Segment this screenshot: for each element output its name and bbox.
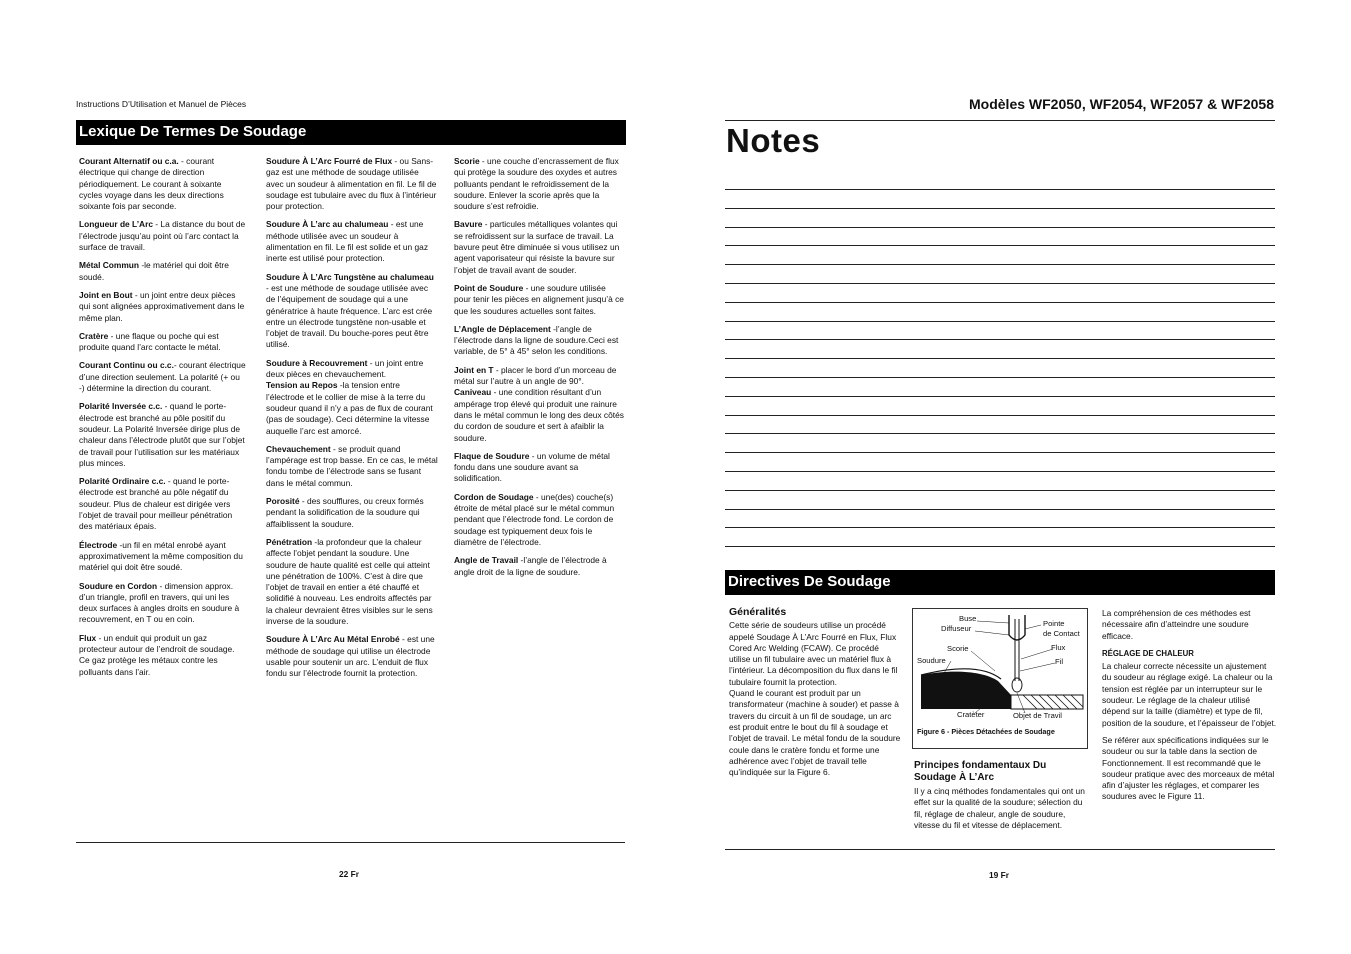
glossary-definition: - ou Sans-gaz est une méthode de soudage utilisée avec un soudeur à alimentation en fil. Le fil de soudage est tubulaire avec du flux à l’intérieur pour protection. [266,156,437,212]
models-header: Modèles WF2050, WF2054, WF2057 & WF2058 [969,96,1274,112]
glossary-term: Flux [79,632,97,643]
reglage-paragraph-2: Se référer aux spécifications indiquées sur le soudeur ou sur la table dans la section de Fonctionnement. Il est recommandé que le soudeur pratique avec des morceaux de métal afin d’ajuster les réglages, et comparer les soudures avec le Figure 11. [1102,734,1275,802]
glossary-entry [454,451,624,485]
generalites-column [729,607,901,778]
glossary-term: Flaque de Soudure [454,450,530,461]
label-soudure: Soudure [917,656,946,665]
reglage-column [1102,608,1277,809]
glossary-column-3 [454,156,624,585]
glossary-title: Lexique De Termes De Soudage [79,123,307,140]
label-diffuseur: Diffuseur [941,624,972,633]
notes-title: Notes [726,122,821,159]
notes-line [725,509,1275,510]
glossary-term: Soudure À L’Arc Fourré de Flux [266,156,393,166]
glossary-definition: - se produit quand l’ampérage est trop basse. En ce cas, le métal fondu tombe de l’électrode sans se fusant dans le métal commun. [266,443,438,488]
glossary-definition: - placer le bord d’un morceau de métal sur l’autre à un angle de 90°. [454,364,617,387]
label-scorie: Scorie [947,644,969,653]
glossary-definition: - une flaque ou poche qui est produite quand l’arc contacte le métal. [79,330,221,353]
glossary-definition: - un joint entre deux pièces en chevauchement. [266,357,424,380]
glossary-term: Courant Alternatif ou c.a. [79,156,179,166]
glossary-entry [79,331,247,354]
glossary-definition: -l’angle de l’électrode dans la ligne de soudure.Ceci est variable, de 5° à 45° selon les conditions. [454,323,619,357]
principes-text: Il y a cinq méthodes fondamentales qui ont un effet sur la qualité de la soudure; sélection du fil, réglage de chaleur, angle de soudure, vitesse du fil et vitesse de déplacement. [914,786,1085,830]
notes-line [725,433,1275,434]
label-fil: Fil [1055,657,1064,666]
glossary-entry [454,283,624,317]
glossary-definition: - un volume de métal fondu dans une soudure avant sa solidification. [454,450,610,484]
principes-heading: Principes fondamentaux Du Soudage À L’Arc [914,760,1047,783]
glossary-definition: - quand le porte-électrode est branché au pôle négatif du soudeur. Plus de chaleur est dirigée vers l’objet de travail pour meilleur pénétration des matériaux épais. [79,476,233,532]
notes-line [725,227,1275,228]
glossary-definition: - une condition résultant d’un ampérage trop élevé qui produit une rainure dans le métal commun le long des deux côtés du cordon de soudure et sert à afaiblir la soudure. [454,387,624,443]
glossary-entry [79,156,247,212]
reglage-paragraph-1: La chaleur correcte nécessite un ajustement du soudeur au réglage exigé. La chaleur ou la tension est réglée par un interrupteur sur le soudeur. Le réglage de la chaleur utilisé dépend sur la taille (diamètre) et type de fil, position de la soudure, et l’épaisseur de l’objet. [1102,661,1277,728]
glossary-entry [266,219,438,264]
figure-6 [912,608,1088,749]
right-page-number: 19 Fr [989,870,1010,880]
glossary-term: Soudure À L’arc au chalumeau [266,219,389,230]
glossary-term: Métal Commun [79,260,140,271]
glossary-definition: - un enduit qui produit un gaz protecteur autour de l’endroit de soudage. Ce gaz protège les métaux contre les polluants dans l’air. [79,632,235,677]
notes-line [725,264,1275,265]
glossary-term: Soudure À L’Arc Au Métal Enrobé [266,634,400,645]
notes-line [725,189,1275,190]
notes-line [725,546,1275,547]
glossary-column-2 [266,156,438,686]
principes-block [914,760,1090,831]
notes-line [725,377,1275,378]
glossary-term: Cordon de Soudage [454,491,534,502]
left-page-number: 22 Fr [339,869,360,879]
notes-line [725,302,1275,303]
glossary-term: Cratère [79,330,109,341]
glossary-entry [454,324,624,358]
notes-line [725,452,1275,453]
glossary-entry [79,219,247,253]
glossary-entry [79,581,247,626]
generalites-paragraph-2: Quand le courant est produit par un transformateur (machine à souder) et passe à travers du circuit à un fil de soudage, un arc est produit entre le bout du fil à soudage et l’objet de travail. Le métal fondu de la soudure coule dans le cratère fondu et forme une adhérence avec l’objet de travail telle qu’indiquée sur la Figure 6. [729,688,901,778]
glossary-entry [266,272,438,351]
glossary-entry [79,540,247,574]
glossary-entry [79,360,247,394]
glossary-term: Point de Soudure [454,282,524,293]
notes-line [725,321,1275,322]
label-cratere: Cratèter [957,710,985,719]
comprehension-text: La compréhension de ces méthodes est nécessaire afin d’atteindre une soudure efficace. [1102,608,1251,641]
glossary-definition: - une(des) couche(s) étroite de métal placé sur le métal commun pendant que l’électrode fond. Le cordon de soudage est typiquement deux fois le diamètre de l’électrode. [454,491,615,547]
notes-line [725,358,1275,359]
glossary-term: Scorie [454,156,480,166]
generalites-paragraph-1: Cette série de soudeurs utilise un procédé appelé Soudage À L’Arc Fourré en Flux, Flux Cored Arc Welding (FCAW). Ce procédé utilise un fil tubulaire avec un matériel flux à l’intérieur. La décomposition du flux dans le fil tubulaire fournit la protection. [729,620,898,687]
glossary-definition: - des soufflures, ou creux formés pendant la solidification de la soudure qui affaiblissent la soudure. [266,496,424,529]
right-footer-rule [725,849,1275,850]
glossary-term: Joint en Bout [79,289,133,300]
glossary-entry [266,444,438,489]
glossary-entry [454,219,624,275]
glossary-entry [454,492,624,548]
notes-line [725,471,1275,472]
left-footer-rule [76,842,625,843]
label-de-contact: de Contact [1043,629,1080,638]
glossary-definition: -la tension entre l’électrode et le collier de mise à la terre du soudeur quand il n’y a pas de flux de courant (pas de soudage). Ceci détermine la vitesse auquelle l’arc est amorcé. [266,380,433,436]
glossary-entry [79,476,247,532]
glossary-definition: - est une méthode de soudage qui utilise un électrode usable pour soutenir un arc. L’enduit de flux fondu sur l’électrode fournit la protection. [266,634,435,679]
left-page-header: Instructions D’Utilisation et Manuel de Pièces [76,99,247,109]
glossary-definition: -le matériel qui doit être soudé. [79,260,229,282]
label-flux: Flux [1051,643,1066,652]
glossary-term: Chevauchement [266,443,331,454]
glossary-term: Tension au Repos [266,380,338,391]
figure-6-caption: Figure 6 - Pièces Détachées de Soudage [917,727,1055,736]
glossary-entry [79,260,247,283]
directives-title: Directives De Soudage [728,573,891,590]
label-pointe: Pointe [1043,619,1065,628]
glossary-definition: - dimension approx. d’un triangle, profil en travers, qui uni les deux surfaces à angles droits en soudure à recouvrement, en T ou en coin. [79,580,240,625]
glossary-term: Électrode [79,539,118,550]
glossary-definition: - La distance du bout de l’électrode jusqu’au point où l’arc contact la surface de travail. [79,219,246,253]
glossary-term: Joint en T [454,364,494,375]
glossary-term: Pénétration [266,536,313,547]
glossary-term: Angle de Travail [454,555,519,566]
glossary-definition: - un joint entre deux pièces qui sont alignées approximativement dans le même plan. [79,289,245,323]
notes-line [725,245,1275,246]
label-objet: Objet de Travil [1013,711,1062,720]
glossary-term: Polarité Inversée c.c. [79,401,163,412]
glossary-entry [454,156,624,212]
glossary-definition: -l’angle de l’électrode à angle droit de la ligne de soudure. [454,555,607,577]
glossary-definition: - quand le porte-électrode est branché au pôle positif du soudeur. La Polarité Inversée dirige plus de chaleur dans l’électrode plutôt que sur l’objet de travail pour l’utilisation sur les matériaux plus minces. [79,401,245,468]
glossary-term: Longueur de L’Arc [79,219,153,230]
glossary-column-1 [79,156,247,685]
reglage-heading: RÉGLAGE DE CHALEUR [1102,648,1194,658]
glossary-entry [454,365,624,444]
glossary-definition: - est une méthode utilisée avec un soudeur à alimentation en fil. Le fil est solide et un gaz inerte est utilisé pour protection. [266,219,429,264]
glossary-definition: - courant électrique d’une direction seulement. La polarité (+ ou -) détermine la direction du courant. [79,360,246,394]
glossary-entry [79,290,247,324]
glossary-entry [266,496,438,530]
glossary-entry [79,633,247,678]
glossary-term: Soudure à Recouvrement [266,357,368,368]
notes-line [725,208,1275,209]
glossary-term: Porosité [266,496,300,507]
glossary-entry [79,401,247,469]
notes-line [725,339,1275,340]
notes-line [725,283,1275,284]
glossary-term: Courant Continu ou c.c. [79,360,174,371]
notes-line [725,527,1275,528]
label-buse: Buse [959,614,977,623]
glossary-entry [266,358,438,437]
glossary-term: Bavure [454,219,483,230]
glossary-term: Caniveau [454,387,492,398]
glossary-title-bar [76,120,626,145]
notes-line [725,415,1275,416]
generalites-heading: Généralités [729,606,787,618]
glossary-entry [266,537,438,627]
glossary-definition: - particules métalliques volantes qui se refroidissent sur la surface de travail. La bavure peut être diminuée si vous utilisez un agent vaporisateur qui résiste la bavure sur l’objet de travail avant de souder. [454,219,620,275]
glossary-term: Soudure À L’Arc Tungstène au chalumeau [266,271,434,282]
glossary-term: L’Angle de Déplacement [454,323,551,334]
glossary-entry [266,156,438,212]
notes-line [725,490,1275,491]
glossary-definition: -la profondeur que la chaleur affecte l’objet pendant la soudure. Une soudure de haute qualité est celle qui atteint une pénétration de 100%. C’est à dire que l’objet de travail en entier a été chauffé et solidifié à nouveau. Les endroits affectés par la chaleur devraient êtres visibles sur le sens inverse de la soudure. [266,536,433,626]
glossary-definition: - courant électrique qui change de direction périodiquement. Le courant à soixante cycles voyage dans les deux directions soixante fois par seconde. [79,156,224,212]
glossary-definition: - est une méthode de soudage utilisée avec de l’équipement de soudage qui a une génératrice à haute fréquence. L’arc est crée entre un électrode tungstène non-usable et l’objet de travail. Du bouche-pores peut être utilisé. [266,282,433,350]
glossary-term: Soudure en Cordon [79,580,158,591]
glossary-term: Polarité Ordinaire c.c. [79,476,166,487]
glossary-definition: -un fil en métal enrobé ayant approximativement la même composition du matériel qui doit être soudé. [79,539,243,573]
glossary-entry [266,634,438,679]
glossary-definition: - une couche d’encrassement de flux qui protège la soudure des oxydes et autres polluants pendant le refroidissement de la soudure. Enlever la scorie après que la soudure s’est refroidie. [454,156,619,212]
glossary-definition: - une soudure utilisée pour tenir les pièces en alignement jusqu’à ce que les soudures actuelles sont faites. [454,282,624,316]
notes-line [725,396,1275,397]
right-header-rule [725,120,1275,121]
glossary-entry [454,555,624,578]
directives-title-bar [725,570,1275,595]
